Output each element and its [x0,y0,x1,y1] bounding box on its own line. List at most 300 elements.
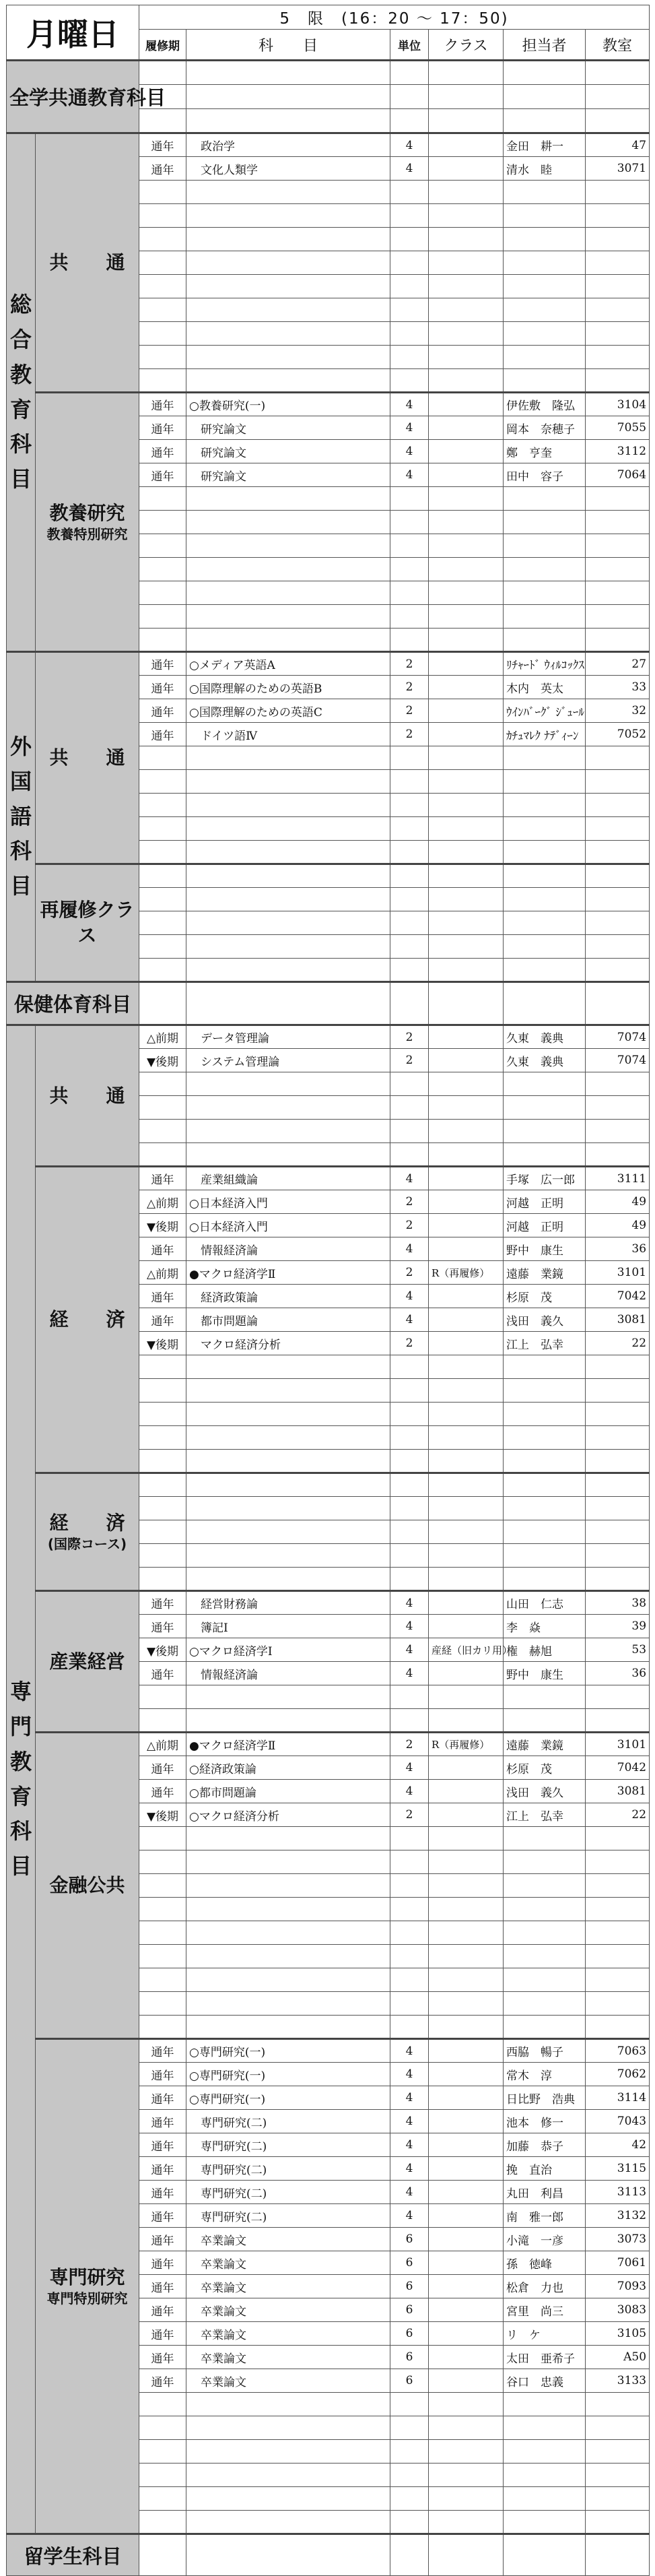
course-teacher [504,2464,586,2487]
course-class [429,959,504,982]
course-room: 49 [586,1190,650,1214]
course-room [586,2440,650,2464]
course-class: R（再履修） [429,1733,504,1756]
course-credits [390,1827,429,1850]
course-credits [390,1568,429,1591]
course-credits: 2 [390,1803,429,1827]
course-term: 通年 [139,440,186,463]
course-term [139,322,186,346]
course-teacher [504,1426,586,1450]
course-class [429,369,504,393]
category-keizai [36,1167,139,1473]
course-class [429,2016,504,2039]
course-credits: 2 [390,652,429,676]
course-term [139,2464,186,2487]
course-class [429,2251,504,2275]
category-kyoyo [36,393,139,652]
course-class [429,2063,504,2086]
course-class [429,1355,504,1379]
course-credits: 2 [390,1733,429,1756]
course-credits: 4 [390,440,429,463]
course-room [586,1379,650,1403]
course-term [139,228,186,251]
course-credits: 4 [390,1638,429,1662]
course-term: △前期 [139,1261,186,1285]
course-room [586,935,650,959]
course-teacher: 杉原 茂 [504,1285,586,1308]
course-subject [186,369,390,393]
course-term: ▼後期 [139,1214,186,1237]
course-teacher: 孫 徳峰 [504,2251,586,2275]
course-term: 通年 [139,2298,186,2322]
course-term [139,629,186,652]
course-teacher: 挽 直治 [504,2157,586,2181]
course-subject [186,228,390,251]
course-credits [390,770,429,794]
course-room [586,1898,650,1921]
course-subject [186,346,390,369]
course-term: 通年 [139,463,186,487]
course-term [139,298,186,322]
course-subject [186,629,390,652]
course-credits: 4 [390,133,429,157]
course-room [586,746,650,770]
course-credits [390,1497,429,1520]
course-subject [186,85,390,109]
course-term: 通年 [139,1756,186,1780]
course-subject [186,275,390,298]
course-class [429,1214,504,1237]
course-term [139,1685,186,1709]
course-room [586,1072,650,1096]
vertical-char: 総 [9,292,32,318]
course-room: 38 [586,1591,650,1615]
course-class [429,1120,504,1143]
vertical-char: 外 [9,733,32,759]
category-keizai-kokusai-text: 経 済 [49,1511,125,1534]
course-class: 産経（旧カリ用） [429,1638,504,1662]
course-teacher [504,1473,586,1497]
vertical-char: 専 [9,1679,32,1705]
category-sairishu [36,864,139,982]
course-room [586,911,650,935]
course-room [586,794,650,817]
vertical-char: 育 [9,396,32,422]
course-room: 33 [586,676,650,699]
course-teacher: 宮里 尚三 [504,2298,586,2322]
course-credits: 4 [390,416,429,440]
course-term [139,2440,186,2464]
course-room [586,959,650,982]
course-class [429,1096,504,1120]
course-class [429,1544,504,1568]
course-subject [186,1143,390,1167]
course-class [429,109,504,133]
course-room [586,204,650,228]
course-teacher [504,1992,586,2016]
course-credits [390,322,429,346]
course-subject: 政治学 [186,133,390,157]
course-room [586,61,650,85]
course-subject [186,558,390,581]
course-class [429,181,504,204]
course-room [586,1968,650,1992]
course-class [429,85,504,109]
course-class [429,581,504,605]
course-teacher [504,1874,586,1898]
course-room: 7093 [586,2275,650,2298]
category-senmon-kenkyu-note: 専門特別研究 [46,2290,128,2307]
course-subject [186,982,390,1025]
table-row [7,1473,650,1497]
course-credits: 6 [390,2275,429,2298]
course-subject: マクロ経済分析 [186,1332,390,1355]
course-subject [186,2511,390,2534]
course-teacher [504,1709,586,1733]
course-credits [390,864,429,888]
course-room: 27 [586,652,650,676]
course-subject [186,61,390,85]
course-class [429,2322,504,2346]
course-class [429,1591,504,1615]
course-subject [186,746,390,770]
course-term [139,1921,186,1945]
course-credits [390,1921,429,1945]
course-teacher [504,1898,586,1921]
category-keizai-kokusai [36,1473,139,1591]
table-row [7,1733,650,1756]
category-senmon-kyotsu-text: 共 通 [49,1084,125,1107]
course-room: 22 [586,1332,650,1355]
course-credits [390,629,429,652]
course-room [586,888,650,911]
course-subject [186,1968,390,1992]
course-room: 36 [586,1662,650,1685]
course-class [429,1450,504,1473]
course-room: 7042 [586,1285,650,1308]
course-room: 3113 [586,2181,650,2204]
course-room [586,251,650,275]
table-row [7,864,650,888]
course-credits [390,1709,429,1733]
course-credits: 6 [390,2251,429,2275]
course-credits [390,1379,429,1403]
course-room [586,1497,650,1520]
course-class [429,676,504,699]
course-term: 通年 [139,2228,186,2251]
timetable-page [6,5,649,2576]
course-teacher: 西脇 暢子 [504,2039,586,2063]
course-subject: 研究論文 [186,440,390,463]
course-term [139,1520,186,1544]
course-credits: 4 [390,1615,429,1638]
course-term [139,1968,186,1992]
vertical-char: 国 [9,768,32,794]
course-term: 通年 [139,2181,186,2204]
course-term [139,959,186,982]
course-subject [186,2487,390,2511]
course-term: 通年 [139,1591,186,1615]
category-sogo-kyotsu [36,133,139,393]
course-credits [390,109,429,133]
course-class [429,1803,504,1827]
course-subject [186,181,390,204]
course-term: 通年 [139,652,186,676]
course-subject [186,204,390,228]
course-class [429,1520,504,1544]
course-class [429,746,504,770]
course-teacher [504,2511,586,2534]
course-teacher [504,511,586,534]
course-room: 3105 [586,2322,650,2346]
course-room [586,1945,650,1968]
course-term: △前期 [139,1025,186,1049]
course-teacher: 手塚 広一郎 [504,1167,586,1190]
course-subject [186,817,390,841]
course-term: 通年 [139,699,186,723]
course-teacher [504,888,586,911]
course-class [429,770,504,794]
course-class [429,817,504,841]
section-zengaku-text: 全学共通教育科目 [9,86,166,109]
course-room: 3081 [586,1308,650,1332]
course-teacher [504,251,586,275]
course-teacher: 谷口 忠義 [504,2369,586,2393]
course-credits [390,298,429,322]
course-teacher [504,746,586,770]
course-teacher [504,85,586,109]
course-class [429,2346,504,2369]
course-teacher [504,1072,586,1096]
course-credits [390,1520,429,1544]
course-term: 通年 [139,1285,186,1308]
table-row [7,652,650,676]
course-room [586,85,650,109]
course-credits [390,2416,429,2440]
table-row [7,1591,650,1615]
course-room [586,487,650,511]
vertical-char: 目 [9,873,32,899]
course-class [429,511,504,534]
course-credits: 6 [390,2298,429,2322]
course-term: 通年 [139,2063,186,2086]
course-class [429,2298,504,2322]
course-teacher: ｶﾁｭﾏﾚｸ ﾅﾃﾞｨｰﾝ [504,723,586,746]
course-credits: 4 [390,1591,429,1615]
course-teacher [504,1827,586,1850]
course-credits [390,888,429,911]
course-teacher [504,935,586,959]
course-term [139,275,186,298]
course-class [429,1780,504,1803]
course-subject [186,1426,390,1450]
course-credits: 4 [390,1662,429,1685]
course-teacher [504,1143,586,1167]
section-ryugakusei: 留学生科目 [7,2534,139,2576]
course-subject [186,251,390,275]
category-kyoyo-note: 教養特別研究 [46,526,128,543]
course-term: 通年 [139,2110,186,2133]
course-term [139,487,186,511]
course-subject: ○日本経済入門 [186,1214,390,1237]
course-credits [390,534,429,558]
course-term [139,1450,186,1473]
course-class [429,2393,504,2416]
course-teacher [504,1568,586,1591]
course-room: 3071 [586,157,650,181]
category-gaikoku-kyotsu [36,652,139,864]
course-teacher: 河越 正明 [504,1214,586,1237]
course-credits: 2 [390,1025,429,1049]
course-room: 7062 [586,2063,650,2086]
course-teacher: 浅田 義久 [504,1780,586,1803]
course-term: 通年 [139,1662,186,1685]
course-teacher [504,864,586,888]
course-credits: 4 [390,1285,429,1308]
course-room: 3133 [586,2369,650,2393]
category-sangyo-text: 産業経営 [49,1650,125,1673]
course-subject [186,1473,390,1497]
course-credits: 6 [390,2322,429,2346]
course-credits: 2 [390,699,429,723]
course-room [586,2416,650,2440]
course-teacher: 江上 弘幸 [504,1803,586,1827]
course-room [586,1403,650,1426]
course-subject [186,1520,390,1544]
course-credits [390,935,429,959]
course-teacher [504,1520,586,1544]
course-term: 通年 [139,2369,186,2393]
course-subject: 卒業論文 [186,2228,390,2251]
course-subject [186,511,390,534]
course-room [586,817,650,841]
course-room [586,581,650,605]
course-room [586,558,650,581]
course-term [139,1827,186,1850]
course-class [429,204,504,228]
course-term: 通年 [139,2039,186,2063]
vertical-char: 科 [9,1818,32,1844]
course-room [586,1850,650,1874]
course-subject: ○メディア英語A [186,652,390,676]
course-term [139,1355,186,1379]
course-class [429,2369,504,2393]
course-teacher [504,841,586,864]
course-teacher: ﾘﾁｬｰﾄﾞ ｳｨﾙｺｯｸｽ [504,652,586,676]
course-credits [390,275,429,298]
course-room: 3104 [586,393,650,416]
course-room [586,2464,650,2487]
course-class [429,1237,504,1261]
course-room [586,1992,650,2016]
course-term: 通年 [139,2157,186,2181]
table-row [7,2039,650,2063]
course-room: 7043 [586,2110,650,2133]
course-subject [186,1072,390,1096]
table-row [7,61,650,85]
course-room: 49 [586,1214,650,1237]
course-term [139,2393,186,2416]
course-room [586,228,650,251]
course-teacher [504,911,586,935]
course-subject [186,1945,390,1968]
course-subject: ○専門研究(一) [186,2039,390,2063]
course-credits [390,1544,429,1568]
course-subject [186,1685,390,1709]
course-class [429,2464,504,2487]
day-title: 月曜日 [7,5,139,61]
course-teacher [504,1850,586,1874]
course-subject: ●マクロ経済学Ⅱ [186,1261,390,1285]
course-class [429,1426,504,1450]
course-credits: 4 [390,2157,429,2181]
course-subject: ○国際理解のための英語B [186,676,390,699]
course-term: 通年 [139,2086,186,2110]
course-teacher: 河越 正明 [504,1190,586,1214]
course-term: ▼後期 [139,1638,186,1662]
category-kinyu-text: 金融公共 [49,1874,125,1897]
course-class [429,1945,504,1968]
course-term: 通年 [139,2204,186,2228]
header-room: 教室 [586,30,650,61]
course-term [139,511,186,534]
course-subject: 経営財務論 [186,1591,390,1615]
course-subject [186,794,390,817]
course-term [139,1426,186,1450]
course-teacher [504,817,586,841]
course-class [429,393,504,416]
course-class [429,1874,504,1898]
course-subject [186,109,390,133]
course-class [429,888,504,911]
category-sairishu-text: 再履修クラス [40,899,135,946]
course-term: 通年 [139,2275,186,2298]
course-class [429,2204,504,2228]
course-room [586,1450,650,1473]
course-credits [390,1968,429,1992]
course-room: 7055 [586,416,650,440]
course-subject [186,298,390,322]
course-subject: 簿記Ⅰ [186,1615,390,1638]
course-class [429,1685,504,1709]
course-subject [186,1850,390,1874]
course-term [139,109,186,133]
course-class [429,1662,504,1685]
course-room: 42 [586,2133,650,2157]
course-teacher: 金田 耕一 [504,133,586,157]
course-subject: 卒業論文 [186,2346,390,2369]
course-room [586,346,650,369]
course-room [586,1685,650,1709]
course-class [429,1190,504,1214]
header-term: 履修期 [139,30,186,61]
course-subject [186,1450,390,1473]
course-subject: 研究論文 [186,416,390,440]
course-credits [390,581,429,605]
course-class [429,935,504,959]
course-class [429,2487,504,2511]
course-credits [390,1874,429,1898]
course-credits [390,1072,429,1096]
course-class [429,1968,504,1992]
course-subject: 情報経済論 [186,1237,390,1261]
course-subject: 卒業論文 [186,2322,390,2346]
course-term [139,1379,186,1403]
course-teacher: 太田 亜希子 [504,2346,586,2369]
course-class [429,1898,504,1921]
course-room: 3101 [586,1733,650,1756]
course-room [586,982,650,1025]
